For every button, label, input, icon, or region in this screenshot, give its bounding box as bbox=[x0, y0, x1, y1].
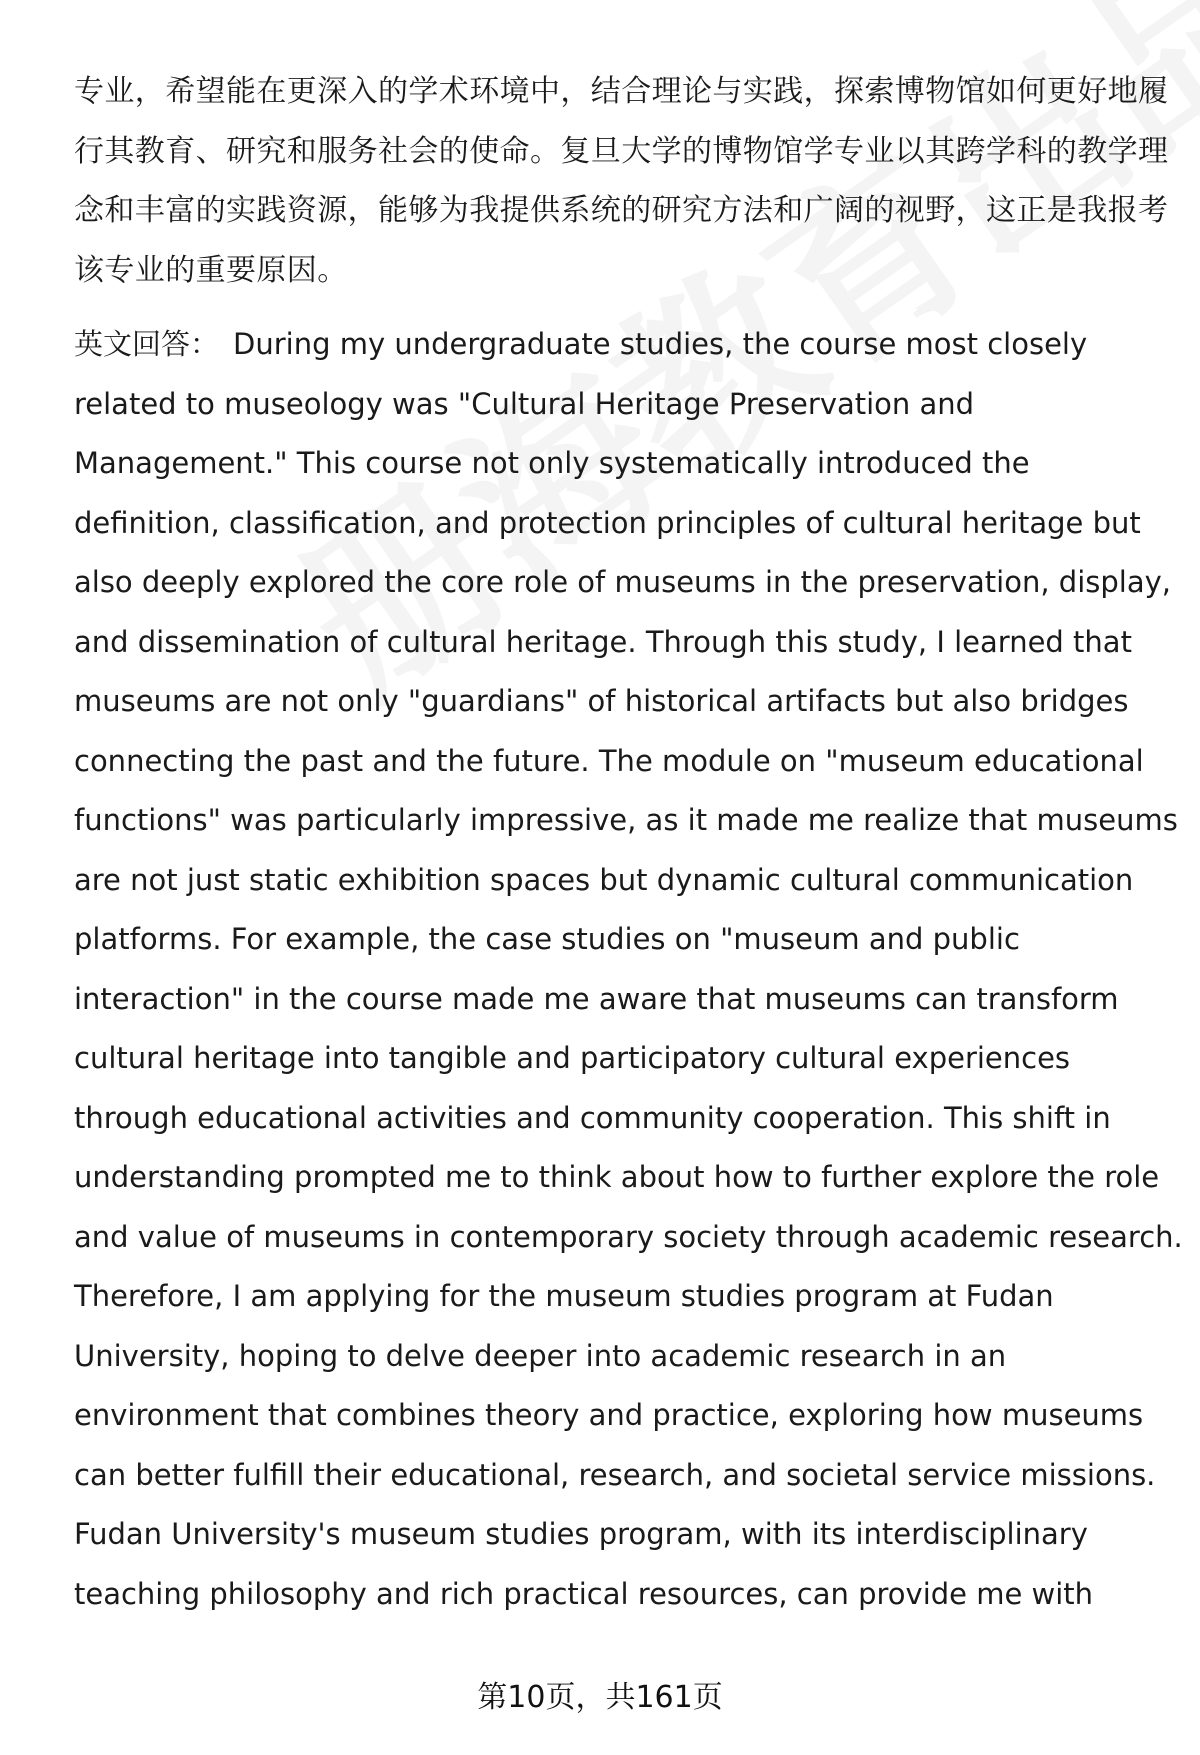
text-line: and dissemination of cultural heritage. Through this study, I learned that bbox=[74, 624, 1132, 659]
text-line: interaction" in the course made me aware that museums can transform bbox=[74, 981, 1119, 1016]
text-line: 念和丰富的实践资源，能够为我提供系统的研究方法和广阔的视野，这正是我报考 bbox=[74, 193, 1169, 228]
text-line: Therefore, I am applying for the museum studies program at Fudan bbox=[74, 1279, 1054, 1313]
text-line: environment that combines theory and practice, exploring how museums bbox=[74, 1398, 1144, 1432]
answer-label: 英文回答： bbox=[74, 327, 220, 361]
text-line: related to museology was "Cultural Heritage Preservation and bbox=[74, 386, 975, 421]
chinese-paragraph bbox=[74, 62, 1169, 300]
page-number-footer: 第10页，共161页 bbox=[477, 1680, 723, 1715]
text-line: definition, classification, and protection principles of cultural heritage but bbox=[74, 505, 1141, 540]
text-line: through educational activities and community cooperation. This shift in bbox=[74, 1100, 1111, 1135]
text-line: and value of museums in contemporary society through academic research. bbox=[74, 1219, 1183, 1254]
text-line: also deeply explored the core role of museums in the preservation, display, bbox=[74, 565, 1171, 599]
text-line: cultural heritage into tangible and participatory cultural experiences bbox=[74, 1041, 1071, 1075]
text-line: platforms. For example, the case studies on "museum and public bbox=[74, 922, 1020, 956]
text-line: University, hoping to delve deeper into academic research in an bbox=[74, 1338, 1007, 1373]
text-line: 该专业的重要原因。 bbox=[74, 252, 348, 288]
text-line-content: During my undergraduate studies, the course most closely bbox=[233, 327, 1088, 361]
text-line: 专业，希望能在更深入的学术环境中，结合理论与实践，探索博物馆如何更好地履 bbox=[74, 74, 1169, 109]
paragraph-gap bbox=[74, 300, 1154, 315]
english-answer-paragraph bbox=[74, 315, 1183, 1624]
text-line bbox=[74, 315, 1154, 375]
text-line: 行其教育、研究和服务社会的使命。复旦大学的博物馆学专业以其跨学科的教学理 bbox=[74, 133, 1169, 169]
text-line: can better fulfill their educational, research, and societal service missions. bbox=[74, 1457, 1156, 1492]
text-line: functions" was particularly impressive, as it made me realize that museums bbox=[74, 803, 1178, 837]
text-line: understanding prompted me to think about how to further explore the role bbox=[74, 1160, 1160, 1194]
text-line: museums are not only "guardians" of historical artifacts but also bridges bbox=[74, 684, 1129, 718]
text-line: Management." This course not only systematically introduced the bbox=[74, 446, 1030, 480]
text-line: connecting the past and the future. The module on "museum educational bbox=[74, 743, 1144, 778]
page-content bbox=[74, 62, 1183, 1624]
text-line: are not just static exhibition spaces but dynamic cultural communication bbox=[74, 862, 1134, 897]
text-line: teaching philosophy and rich practical resources, can provide me with bbox=[74, 1576, 1094, 1611]
text-line: Fudan University's museum studies program, with its interdisciplinary bbox=[74, 1517, 1088, 1551]
